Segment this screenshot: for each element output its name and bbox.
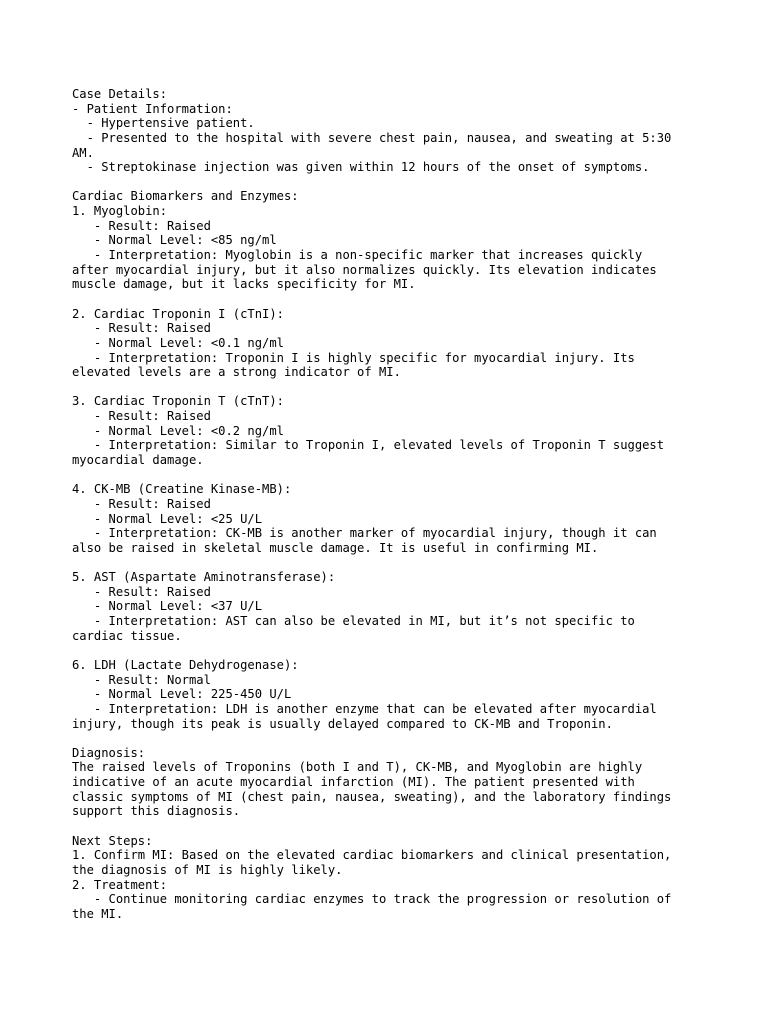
text-line: indicative of an acute myocardial infarction (MI). The patient presented with — [72, 775, 635, 790]
text-line: after myocardial injury, but it also normalizes quickly. Its elevation indicates — [72, 262, 657, 277]
text-line: classic symptoms of MI (chest pain, nausea, sweating), and the laboratory findings — [72, 789, 672, 804]
blank-line — [72, 175, 698, 190]
item-title: 6. LDH (Lactate Dehydrogenase): — [72, 657, 299, 672]
blank-line — [72, 380, 698, 395]
biomarker-item-myoglobin — [72, 204, 698, 292]
text-line: elevated levels are a strong indicator of MI. — [72, 365, 401, 380]
text-line: The raised levels of Troponins (both I and T), CK-MB, and Myoglobin are highly — [72, 760, 643, 775]
blank-line — [72, 468, 698, 483]
case-details-section — [72, 87, 698, 175]
text-line: - Interpretation: Myoglobin is a non-specific marker that increases quickly — [72, 248, 643, 263]
text-line: also be raised in skeletal muscle damage. It is useful in confirming MI. — [72, 540, 599, 555]
item-title: 4. CK-MB (Creatine Kinase-MB): — [72, 482, 292, 497]
text-line: cardiac tissue. — [72, 628, 182, 643]
text-line: - Result: Raised — [72, 409, 211, 424]
biomarker-item-troponin-i — [72, 307, 698, 380]
text-line: - Hypertensive patient. — [72, 116, 255, 131]
blank-line — [72, 643, 698, 658]
biomarker-item-ldh — [72, 658, 698, 731]
text-line: support this diagnosis. — [72, 804, 241, 819]
text-line: - Continue monitoring cardiac enzymes to track the progression or resolution of — [72, 892, 672, 907]
text-line: - Interpretation: LDH is another enzyme that can be elevated after myocardial — [72, 701, 657, 716]
section-heading: Case Details: — [72, 87, 168, 101]
text-line: - Result: Raised — [72, 496, 211, 511]
text-line: AM. — [72, 145, 94, 160]
text-line: - Result: Raised — [72, 584, 211, 599]
item-title: 5. AST (Aspartate Aminotransferase): — [72, 570, 336, 585]
biomarker-item-ast — [72, 570, 698, 643]
section-heading: Diagnosis: — [72, 745, 146, 760]
text-line: - Interpretation: AST can also be elevated in MI, but it’s not specific to — [72, 614, 635, 629]
text-line: 2. Treatment: — [72, 877, 168, 892]
biomarker-item-troponin-t — [72, 394, 698, 467]
text-line: - Presented to the hospital with severe chest pain, nausea, and sweating at 5:30 — [72, 130, 672, 145]
item-title: 2. Cardiac Troponin I (cTnI): — [72, 306, 284, 321]
biomarkers-section — [72, 189, 698, 731]
section-heading: Next Steps: — [72, 833, 153, 848]
text-line: 1. Confirm MI: Based on the elevated cardiac biomarkers and clinical presentation, — [72, 848, 672, 863]
section-heading: Cardiac Biomarkers and Enzymes: — [72, 189, 299, 204]
text-line: - Normal Level: <0.1 ng/ml — [72, 335, 284, 350]
next-steps-section — [72, 834, 698, 922]
blank-line — [72, 819, 698, 834]
blank-line — [72, 292, 698, 307]
text-line: injury, though its peak is usually delayed compared to CK-MB and Troponin. — [72, 716, 613, 731]
text-line: - Result: Raised — [72, 321, 211, 336]
text-line: - Normal Level: <37 U/L — [72, 599, 263, 614]
blank-line — [72, 731, 698, 746]
text-line: - Normal Level: <0.2 ng/ml — [72, 423, 284, 438]
text-line: - Interpretation: Similar to Troponin I, elevated levels of Troponin T suggest — [72, 438, 665, 453]
text-line: - Normal Level: <25 U/L — [72, 511, 263, 526]
text-line: the diagnosis of MI is highly likely. — [72, 862, 343, 877]
item-title: 1. Myoglobin: — [72, 204, 168, 219]
text-line: - Interpretation: CK-MB is another marker of myocardial injury, though it can — [72, 526, 657, 541]
text-line: - Patient Information: — [72, 101, 233, 116]
text-line: the MI. — [72, 906, 124, 921]
text-line: - Result: Normal — [72, 672, 211, 687]
text-line: - Interpretation: Troponin I is highly specific for myocardial injury. Its — [72, 350, 635, 365]
text-line: myocardial damage. — [72, 453, 204, 468]
text-line: - Normal Level: <85 ng/ml — [72, 233, 277, 248]
text-line: - Normal Level: 225-450 U/L — [72, 687, 292, 702]
text-line: - Result: Raised — [72, 218, 211, 233]
biomarker-item-ck-mb — [72, 482, 698, 555]
text-line: muscle damage, but it lacks specificity for MI. — [72, 277, 416, 292]
item-title: 3. Cardiac Troponin T (cTnT): — [72, 394, 284, 409]
diagnosis-section — [72, 746, 698, 819]
text-line: - Streptokinase injection was given within 12 hours of the onset of symptoms. — [72, 160, 650, 175]
blank-line — [72, 556, 698, 571]
